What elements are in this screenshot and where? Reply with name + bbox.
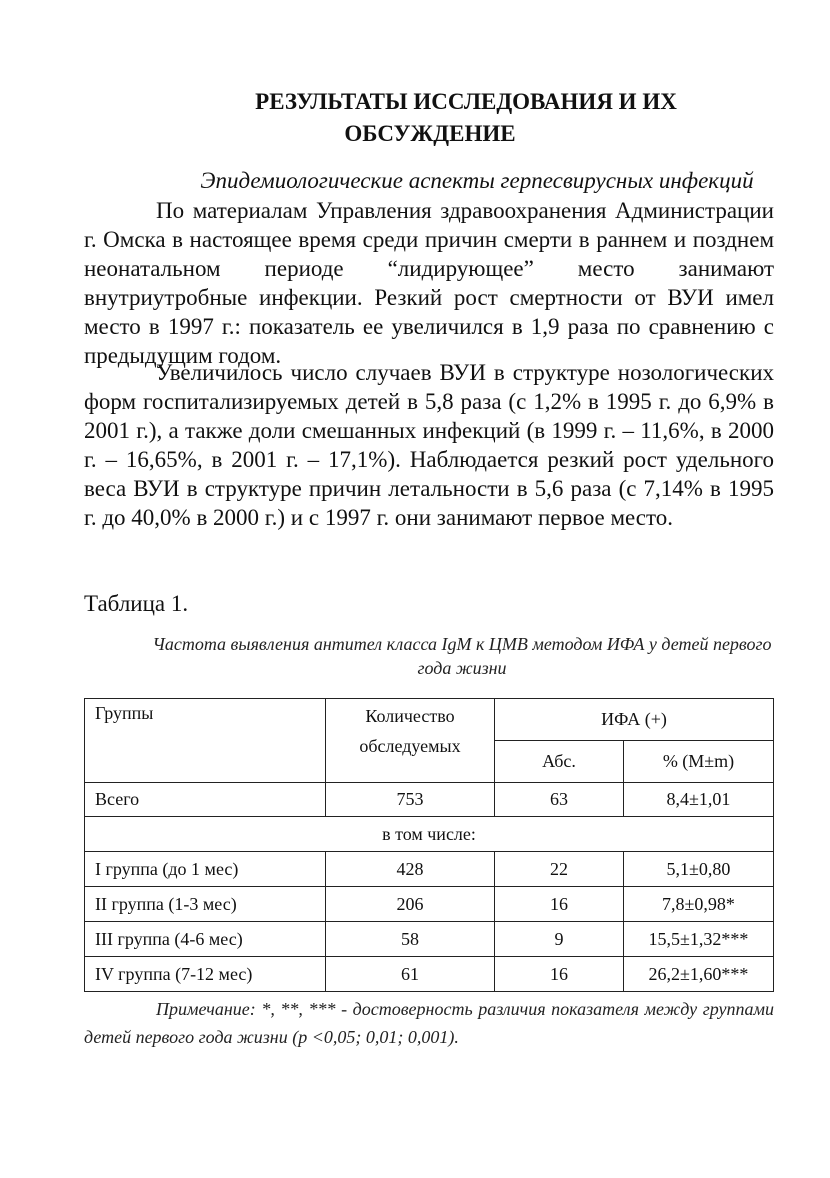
table-caption: Частота выявления антител класса IgM к ЦМВ методом ИФА у детей первого года жизни xyxy=(152,634,772,678)
cell-abs: 63 xyxy=(495,783,624,817)
table-row xyxy=(85,957,774,992)
header-ifa: ИФА (+) xyxy=(495,699,774,741)
cell-abs: 22 xyxy=(495,852,624,887)
header-count xyxy=(326,699,495,783)
header-abs: Абс. xyxy=(495,741,624,783)
cell-abs: 16 xyxy=(495,887,624,922)
cell-pct: 7,8±0,98* xyxy=(624,887,774,922)
header-count-line1: Количество xyxy=(365,706,455,726)
table-label: Таблица 1. xyxy=(84,591,189,616)
cell-pct: 5,1±0,80 xyxy=(624,852,774,887)
table-row xyxy=(85,922,774,957)
cell-group: II группа (1-3 мес) xyxy=(85,887,326,922)
section-title: Эпидемиологические аспекты герпесвирусных инфекций xyxy=(200,168,754,193)
cell-pct: 8,4±1,01 xyxy=(624,783,774,817)
table-row-total xyxy=(85,783,774,817)
data-table xyxy=(84,698,774,992)
heading-line-2: ОБСУЖДЕНИЕ xyxy=(344,121,516,146)
page-heading xyxy=(0,86,830,150)
cell-group: III группа (4-6 мес) xyxy=(85,922,326,957)
cell-group: Всего xyxy=(85,783,326,817)
header-groups: Группы xyxy=(85,699,326,783)
cell-pct: 15,5±1,32*** xyxy=(624,922,774,957)
cell-pct: 26,2±1,60*** xyxy=(624,957,774,992)
paragraph-2: Увеличилось число случаев ВУИ в структуре нозологических форм госпитализируемых детей в 5,8 раза (с 1,2% в 1995 г. до 6,9% в 2001 г.), а также доли смешанных инфекций (в 1999 г. – 11,6%, в 2000 г. – 16,65%, в 2001 г. – 17,1%). Наблюдается резкий рост удельного веса ВУИ в структуре причин летальности в 5,6 раза (с 7,14% в 1995 г. до 40,0% в 2000 г.) и с 1997 г. они занимают первое место. xyxy=(84,360,774,530)
heading-line-1: РЕЗУЛЬТАТЫ ИССЛЕДОВАНИЯ И ИХ xyxy=(255,89,677,114)
table-header-row xyxy=(85,699,774,741)
cell-count: 58 xyxy=(326,922,495,957)
table-row-subheader xyxy=(85,817,774,852)
cell-count: 61 xyxy=(326,957,495,992)
cell-count: 206 xyxy=(326,887,495,922)
header-count-line2: обследуемых xyxy=(359,736,461,756)
paragraph-1: По материалам Управления здравоохранения Администрации г. Омска в настоящее время среди причин смерти в раннем и позднем неонатальном периоде “лидирующее” место занимают внутриутробные инфекции. Резкий рост смертности от ВУИ имел место в 1997 г.: показатель ее увеличился в 1,9 раза по сравнению с предыдущим годом. xyxy=(84,198,774,368)
cell-count: 753 xyxy=(326,783,495,817)
table-row xyxy=(85,852,774,887)
cell-group: IV группа (7-12 мес) xyxy=(85,957,326,992)
cell-group: I группа (до 1 мес) xyxy=(85,852,326,887)
cell-abs: 9 xyxy=(495,922,624,957)
cell-subheader: в том числе: xyxy=(85,817,774,852)
cell-abs: 16 xyxy=(495,957,624,992)
table-row xyxy=(85,887,774,922)
header-pct: % (M±m) xyxy=(624,741,774,783)
table-note: Примечание: *, **, *** - достоверность различия показателя между группами детей первого года жизни (р <0,05; 0,01; 0,001). xyxy=(84,999,774,1047)
cell-count: 428 xyxy=(326,852,495,887)
